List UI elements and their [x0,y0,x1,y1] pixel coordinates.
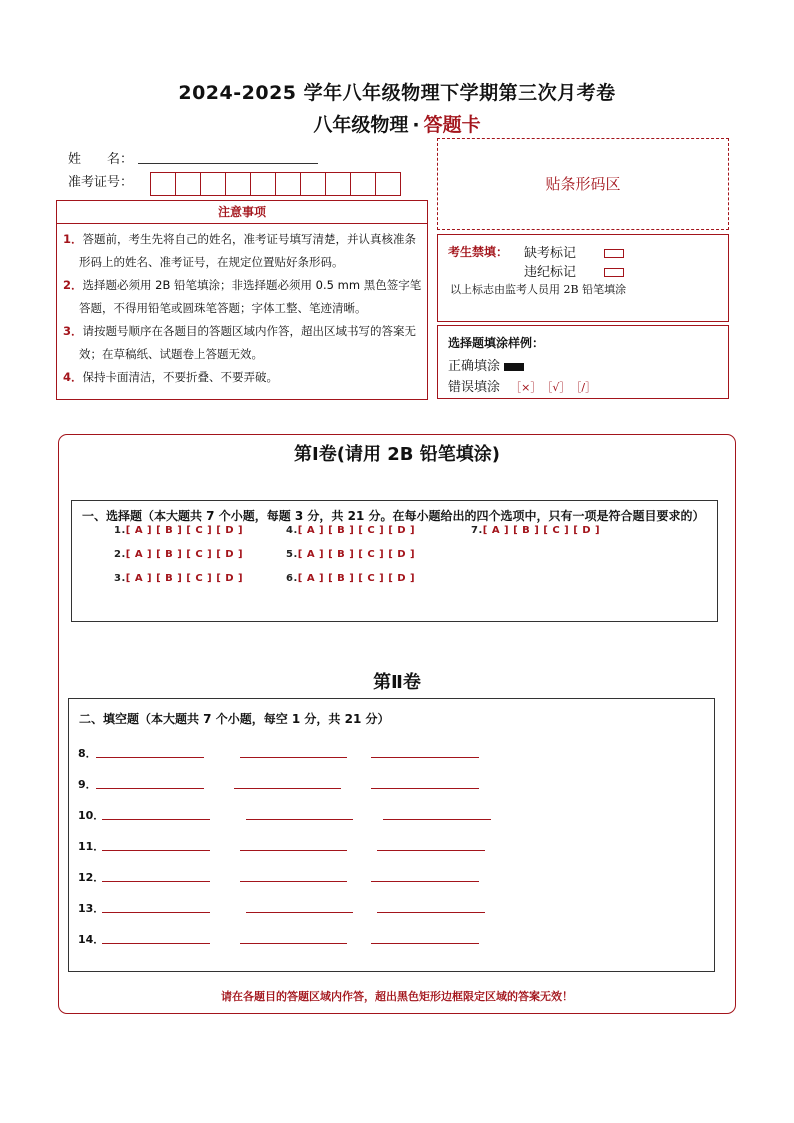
id-digit-box[interactable] [150,172,176,196]
exam-id-label: 准考证号： [68,175,134,190]
barcode-label: 贴条形码区 [545,175,621,193]
answer-line[interactable] [383,818,491,820]
id-digit-box[interactable] [375,172,401,196]
answer-line[interactable] [102,911,210,913]
correct-fill-mark [504,363,524,371]
q14-label: 14． [78,933,105,946]
answer-line[interactable] [377,911,485,913]
id-digit-box[interactable] [300,172,326,196]
notice-item: 4．保持卡面清洁，不要折叠、不要弄破。 [63,370,279,384]
name-field[interactable] [138,162,318,164]
answer-line[interactable] [240,880,347,882]
notice-item: 3．请按题号顺序在各题目的答题区域内作答，超出区域书写的答案无效；在草稿纸、试题卷上答题无效。 [63,324,417,361]
answer-line[interactable] [240,849,347,851]
answer-line[interactable] [234,787,341,789]
choice-row-q7[interactable]: 7.[ A ] [ B ] [ C ] [ D ] [471,525,601,536]
candidate-forbidden-box [437,234,729,322]
absent-mark-label: 缺考标记 [524,246,577,261]
exam-title: 2024-2025 学年八年级物理下学期第三次月考卷 [178,82,616,104]
choice-row-q4[interactable]: 4.[ A ] [ B ] [ C ] [ D ] [286,525,416,536]
id-digit-box[interactable] [275,172,301,196]
wrong-fill-label: 错误填涂 [448,380,501,395]
multiple-choice-title: 一、选择题（本大题共 7 个小题，每题 3 分，共 21 分。在每小题给出的四个选项中，只有一项是符合题目要求的） [82,509,705,523]
notice-item: 1．答题前，考生先将自己的姓名，准考证号填写清楚，并认真核准条形码上的姓名、准考证号，在规定位置贴好条形码。 [63,232,417,269]
notice-item: 2．选择题必须用 2B 铅笔填涂；非选择题必须用 0.5 mm 黑色签字笔答题，不得用铅笔或圆珠笔答题；字体工整、笔迹清晰。 [63,278,422,315]
absent-mark-box[interactable] [604,249,624,258]
answer-line[interactable] [246,911,353,913]
q12-label: 12． [78,871,105,884]
id-digit-box[interactable] [350,172,376,196]
subtitle-accent: 答题卡 [423,114,481,136]
sample-title: 选择题填涂样例： [448,336,545,350]
notice-title: 注意事项 [57,201,427,224]
subtitle-main: 八年级物理 [313,114,409,136]
wrong-fill-marks: ［×］ ［√］ ［/］ [510,381,597,394]
part1-title: 第Ⅰ卷(请用 2B 铅笔填涂) [294,444,500,465]
answer-line[interactable] [240,942,347,944]
answer-line[interactable] [240,756,347,758]
id-digit-box[interactable] [200,172,226,196]
choice-row-q5[interactable]: 5.[ A ] [ B ] [ C ] [ D ] [286,549,416,560]
id-digit-box[interactable] [175,172,201,196]
notice-box [56,200,428,400]
violation-mark-box[interactable] [604,268,624,277]
fill-sample-box [437,325,729,399]
answer-line[interactable] [371,756,479,758]
answer-line[interactable] [371,880,479,882]
answer-line[interactable] [102,880,210,882]
name-label: 姓 名： [68,152,134,167]
choice-row-q3[interactable]: 3.[ A ] [ B ] [ C ] [ D ] [114,573,244,584]
id-digit-box[interactable] [225,172,251,196]
subtitle-separator: · [412,114,420,136]
forbid-note: 以上标志由监考人员用 2B 铅笔填涂 [450,283,627,296]
correct-fill-label: 正确填涂 [448,359,501,374]
answer-line[interactable] [102,849,210,851]
violation-mark-label: 违纪标记 [524,265,577,280]
q8-label: 8． [78,747,97,760]
id-digit-box[interactable] [250,172,276,196]
id-digit-box[interactable] [325,172,351,196]
q9-label: 9． [78,778,97,791]
answer-line[interactable] [96,787,204,789]
footer-warning: 请在各题目的答题区域内作答，超出黑色矩形边框限定区域的答案无效！ [221,990,573,1003]
forbid-label: 考生禁填： [448,245,509,259]
multiple-choice-box [71,500,718,622]
answer-line[interactable] [96,756,204,758]
answer-line[interactable] [371,787,479,789]
barcode-area [437,138,729,230]
part2-title: 第Ⅱ卷 [373,672,421,693]
q10-label: 10． [78,809,105,822]
answer-line[interactable] [246,818,353,820]
answer-line[interactable] [377,849,485,851]
answer-line[interactable] [371,942,479,944]
fill-in-title: 二、填空题（本大题共 7 个小题，每空 1 分，共 21 分） [79,712,390,726]
choice-row-q6[interactable]: 6.[ A ] [ B ] [ C ] [ D ] [286,573,416,584]
answer-line[interactable] [102,818,210,820]
q13-label: 13． [78,902,105,915]
exam-id-boxes[interactable] [151,172,401,196]
fill-in-box [68,698,715,972]
answer-sheet-subtitle [0,110,794,137]
answer-line[interactable] [102,942,210,944]
choice-row-q1[interactable]: 1.[ A ] [ B ] [ C ] [ D ] [114,525,244,536]
q11-label: 11． [78,840,105,853]
choice-row-q2[interactable]: 2.[ A ] [ B ] [ C ] [ D ] [114,549,244,560]
